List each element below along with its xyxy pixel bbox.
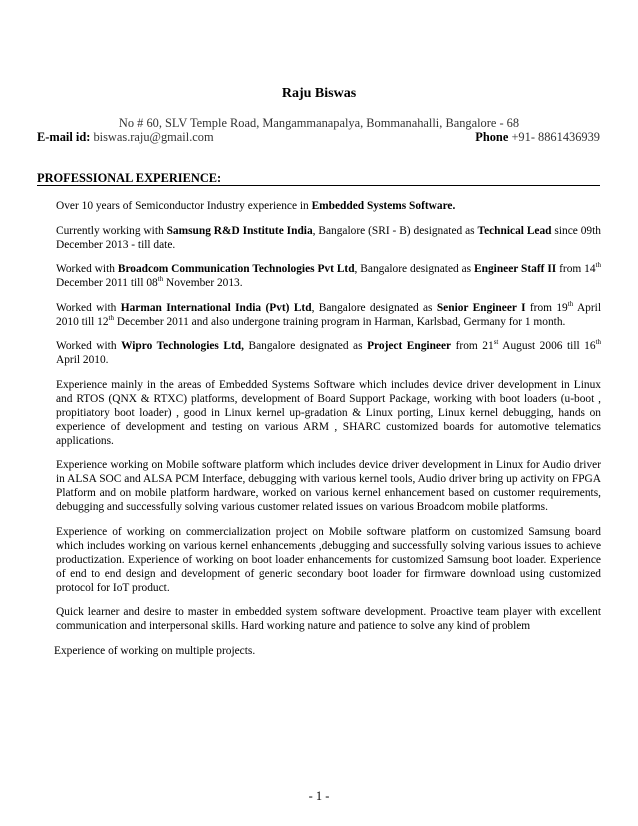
job-title: Engineer Staff II (474, 263, 557, 275)
text: from 14 (556, 263, 596, 275)
job-broadcom (56, 262, 601, 290)
text: April 2010. (56, 354, 109, 366)
text: since 09th December 2013 - till date. (56, 224, 601, 251)
mobile-experience-paragraph: Experience working on Mobile software platform which includes device driver development in Linux for Audio driver in ALSA SOC and ALSA PCM Interface, debugging with various kernel tools, Audio driver bring up activity on FPGA Platform and on mobile platform hardware, worked on various kernel enhancement based on customer requirements, debugging and successfully solving various customer related issues on various Broadcom mobile platforms. (56, 459, 601, 513)
page-number: - 1 - (308, 789, 330, 803)
commercialization-paragraph: Experience of working on commercialization project on Mobile software platform on customized Samsung board which includes working on various kernel enhancements ,debugging and successfully solving various issues to achieve productization. Experience of working on boot loader enhancements for customized Samsung boot loader. Experience of end to end design and development of generic secondary boot loader for firmware download using customized protocol for IoT product. (56, 525, 601, 594)
email-value[interactable]: biswas.raju@gmail.com (93, 130, 214, 144)
embedded-experience-paragraph: Experience mainly in the areas of Embedded Systems Software which includes device driver development in Linux and RTOS (QNX & RTXC) platforms, development of Board Support Package, working with boot loaders (u-boot , propitiatory boot loader) , good in Linux kernel up-gradation & Linux porting, Linux kernel debugging, hands on experience of development and testing on various ARM , SHARC customized boards for automotive telematics applications. (56, 378, 601, 447)
candidate-name: Raju Biswas (281, 86, 357, 101)
job-harman (56, 301, 601, 329)
job-samsung (56, 224, 601, 252)
job-title: Project Engineer (367, 340, 452, 352)
multiple-projects-paragraph: Experience of working on multiple projects. (54, 644, 256, 657)
job-wipro (56, 339, 601, 367)
text: November 2013. (163, 277, 243, 289)
summary-paragraph (56, 199, 601, 213)
emphasis: Embedded Systems Software. (311, 200, 456, 212)
ordinal-suffix: th (108, 313, 114, 322)
text: , Bangalore designated as (311, 301, 437, 314)
ordinal-suffix: st (493, 338, 499, 347)
phone-block (475, 130, 600, 145)
experience-content (56, 199, 601, 668)
phone-value: +91- 8861436939 (511, 130, 600, 144)
text: April 2010 till 12 (56, 301, 601, 328)
company-name: Broadcom Communication Technologies Pvt Ltd (117, 263, 355, 275)
text: December 2011 and also undergone training program in Harman, Karlsbad, Germany for 1 month. (113, 315, 566, 328)
company-name: Wipro Technologies Ltd, (121, 340, 244, 352)
text: Worked with (56, 263, 118, 275)
address-line: No # 60, SLV Temple Road, Mangammanapalya, Bommanahalli, Bangalore - 68 (118, 116, 520, 130)
ordinal-suffix: th (595, 338, 602, 347)
ordinal-suffix: th (595, 261, 601, 270)
ordinal-suffix: th (157, 275, 164, 284)
text: August 2006 till 16 (498, 340, 596, 352)
text: Bangalore designated as (243, 340, 368, 352)
text: December 2011 till 08 (56, 277, 158, 289)
text: from 21 (451, 340, 494, 352)
company-name: Harman International India (Pvt) Ltd (120, 301, 312, 314)
text: Worked with (56, 301, 121, 314)
section-title-professional-experience: PROFESSIONAL EXPERIENCE: (37, 172, 600, 186)
job-title: Technical Lead (477, 224, 552, 237)
text: from 19 (525, 301, 568, 314)
phone-label: Phone (475, 130, 509, 144)
soft-skills-paragraph: Quick learner and desire to master in embedded system software development. Proactive team player with excellent communication and interpersonal skills. Hard working nature and patience to solve any kind of problem (56, 606, 601, 632)
text: Over 10 years of Semiconductor Industry experience in (56, 200, 312, 212)
text: , Bangalore (SRI - B) designated as (312, 224, 478, 237)
text: Currently working with (56, 224, 167, 237)
company-name: Samsung R&D Institute India (166, 224, 313, 237)
job-title: Senior Engineer I (436, 301, 526, 314)
text: Worked with (56, 340, 122, 352)
text: , Bangalore designated as (354, 263, 475, 275)
ordinal-suffix: th (567, 299, 574, 308)
email-block (37, 130, 214, 145)
email-label: E-mail id: (37, 130, 91, 144)
